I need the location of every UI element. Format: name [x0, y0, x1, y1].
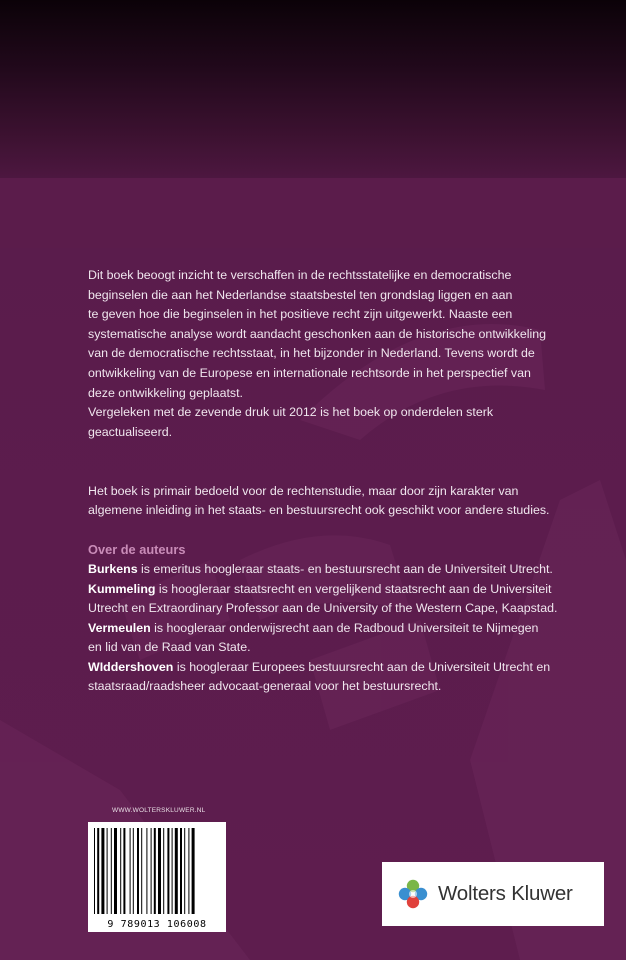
publisher-logo-box [382, 862, 604, 926]
description-line: deze ontwikkeling geplaatst. [88, 385, 243, 400]
purpose-line: Het boek is primair bedoeld voor de rechtenstudie, maar door zijn karakter van [88, 483, 519, 498]
author-name: Burkens [88, 561, 138, 576]
author-name: WIddershoven [88, 659, 174, 674]
purpose-line: algemene inleiding in het staats- en bestuursrecht ook geschikt voor andere studies. [88, 503, 550, 518]
author-widdershoven [88, 658, 558, 678]
author-bio-continued: Utrecht en Extraordinary Professor aan de University of the Western Cape, Kaapstad. [88, 601, 558, 616]
author-bio: is emeritus hoogleraar staats- en bestuursrecht aan de Universiteit Utrecht. [137, 561, 553, 576]
author-bio: is hoogleraar staatsrecht en vergelijkend staatsrecht aan de Universiteit [155, 581, 552, 596]
description-line: te geven hoe die beginselen in het positieve recht zijn uitgewerkt. Naaste een [88, 307, 513, 322]
description-text [88, 266, 558, 697]
author-bio-continued: staatsraad/raadsheer advocaat-generaal voor het bestuursrecht. [88, 679, 442, 694]
description-line: van de democratische rechtsstaat, in het bijzonder in Nederland. Tevens wordt de [88, 346, 535, 361]
description-line: systematische analyse wordt aandacht geschonken aan de historische ontwikkeling [88, 326, 547, 341]
isbn-number: 9 789013 106008 [107, 919, 207, 930]
publisher-name: Wolters Kluwer [438, 882, 573, 905]
description-line: Dit boek beoogt inzicht te verschaffen in de rechtsstatelijke en democratische [88, 268, 512, 282]
description-line: ontwikkeling van de Europese en internationale rechtsorde in het perspectief van [88, 365, 531, 380]
author-name: Vermeulen [88, 620, 151, 635]
website-url: WWW.WOLTERSKLUWER.NL [112, 807, 206, 814]
description-line: Vergeleken met de zevende druk uit 2012 is het boek op onderdelen sterk [88, 405, 494, 420]
author-vermeulen [88, 619, 558, 639]
barcode-bars [94, 828, 220, 914]
author-bio-continued: en lid van de Raad van State. [88, 640, 251, 655]
author-name: Kummeling [88, 581, 156, 596]
author-kummeling [88, 580, 558, 600]
author-bio: is hoogleraar Europees bestuursrecht aan de Universiteit Utrecht en [173, 659, 551, 674]
description-line: beginselen die aan het Nederlandse staatsbestel ten grondslag liggen en aan [88, 287, 513, 302]
author-burkens [88, 560, 558, 580]
description-line: geactualiseerd. [88, 424, 173, 439]
authors-heading: Over de auteurs [88, 542, 186, 558]
wolters-kluwer-logo-icon [396, 877, 430, 911]
barcode-area [88, 806, 234, 932]
author-bio: is hoogleraar onderwijsrecht aan de Radboud Universiteit te Nijmegen [150, 620, 539, 635]
barcode [88, 822, 226, 932]
